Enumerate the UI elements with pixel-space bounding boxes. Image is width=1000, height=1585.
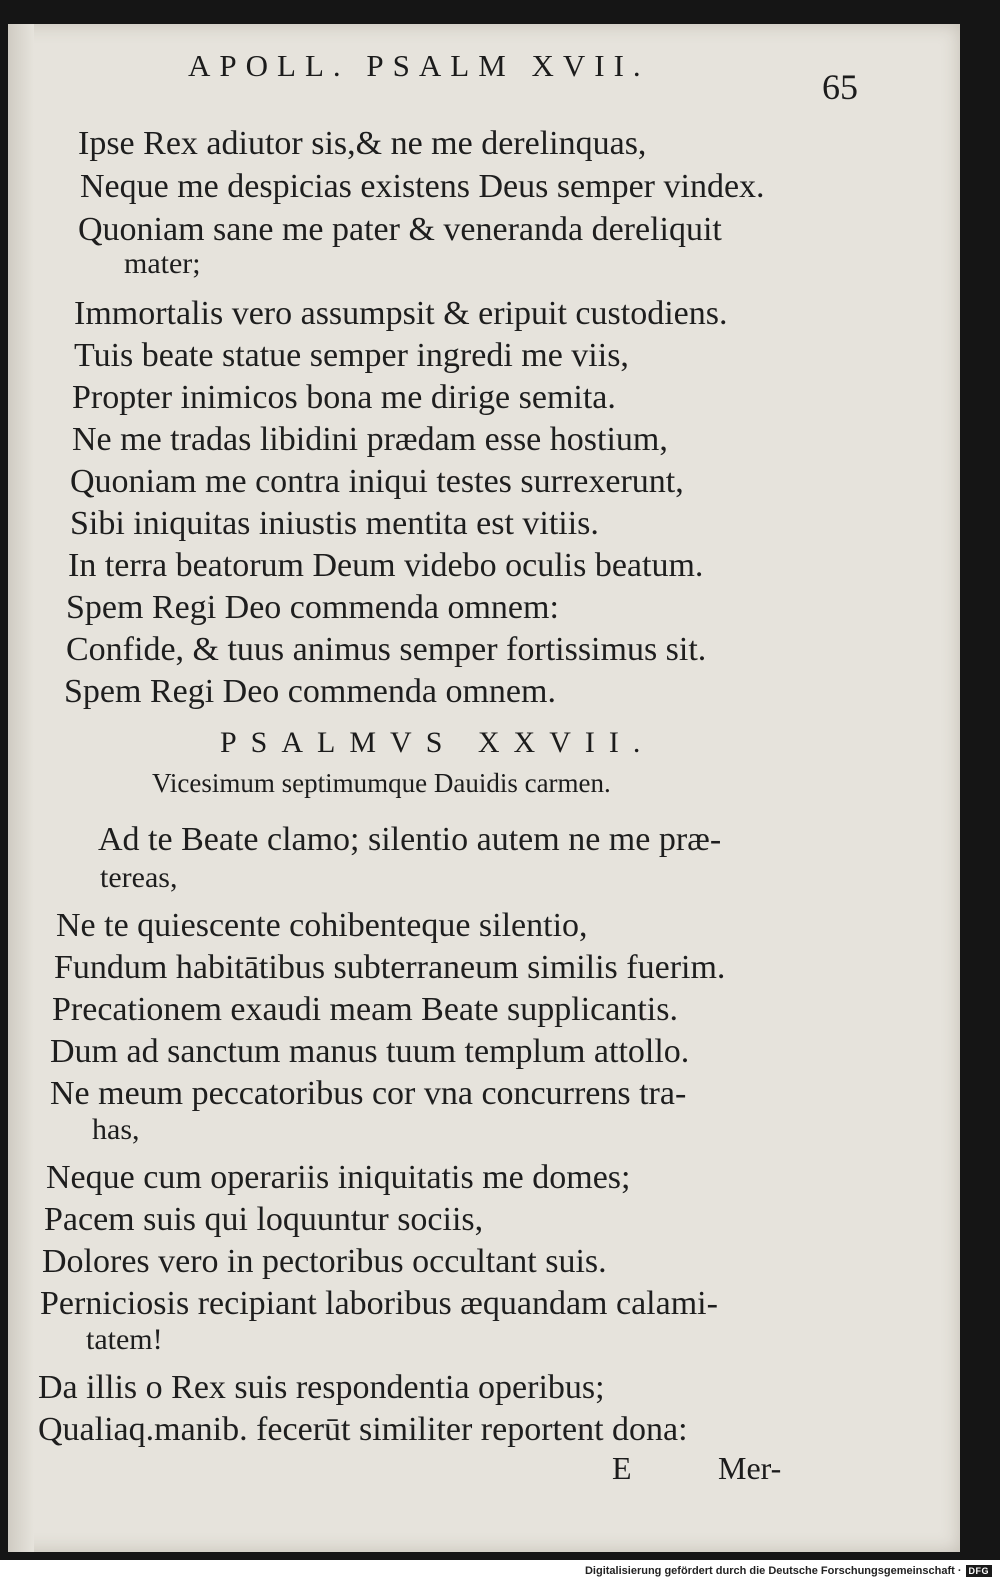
text-line: Confide, & tuus animus semper fortissimus sit. [66,631,707,668]
text-line: Spem Regi Deo commenda omnem: [66,589,559,626]
text-line: Ne meum peccatoribus cor vna concurrens tra- [50,1075,687,1112]
text-line: In terra beatorum Deum videbo oculis beatum. [68,547,704,584]
text-line: Quoniam me contra iniqui testes surrexerunt, [70,463,684,500]
text-line: Neque me despicias existens Deus semper vindex. [80,168,765,205]
text-line: Pacem suis qui loquuntur sociis, [44,1201,484,1238]
text-line: Da illis o Rex suis respondentia operibus; [38,1369,605,1406]
catchword: Mer- [718,1450,782,1486]
text-line: Dolores vero in pectoribus occultant suis. [42,1243,607,1280]
text-line: tatem! [86,1323,163,1356]
dfg-logo: DFG [966,1565,993,1577]
text-line: tereas, [100,861,178,894]
text-line: Ad te Beate clamo; silentio autem ne me præ- [98,821,722,858]
text-line: mater; [124,247,201,280]
text-line: Ne te quiescente cohibenteque silentio, [56,907,588,944]
running-title: APOLL. PSALM XVII. [188,48,650,83]
text-line: Immortalis vero assumpsit & eripuit custodiens. [74,295,728,332]
text-line: Dum ad sanctum manus tuum templum attollo. [50,1033,690,1070]
signature-mark: E [612,1450,632,1486]
text-line: Fundum habitātibus subterraneum similis fuerim. [54,949,726,986]
text-line: Ipse Rex adiutor sis,& ne me derelinquas, [78,125,647,162]
text-line: Precationem exaudi meam Beate supplicantis. [52,991,678,1028]
psalm-subtitle: Vicesimum septimumque Dauidis carmen. [152,768,611,798]
psalm-title: PSALMVS XXVII. [220,726,655,759]
page-number: 65 [822,67,858,107]
text-line: Neque cum operariis iniquitatis me domes; [46,1159,631,1196]
digitization-credit [585,1565,992,1577]
text-line: has, [92,1113,140,1146]
text-line: Perniciosis recipiant laboribus æquandam calami- [40,1285,718,1322]
text-line: Qualiaq.manib. fecerūt similiter reportent dona: [38,1411,688,1448]
text-line: Spem Regi Deo commenda omnem. [64,673,556,710]
page-gutter [8,24,34,1552]
credit-text: Digitalisierung gefördert durch die Deutsche Forschungsgemeinschaft · [584,1565,962,1577]
text-line: Quoniam sane me pater & veneranda dereliquit [78,211,722,248]
text-line: Ne me tradas libidini prædam esse hostium, [72,421,668,458]
text-line: Sibi iniquitas iniustis mentita est vitiis. [70,505,599,542]
text-line: Tuis beate statue semper ingredi me viis, [74,337,629,374]
text-line: Propter inimicos bona me dirige semita. [72,379,616,416]
